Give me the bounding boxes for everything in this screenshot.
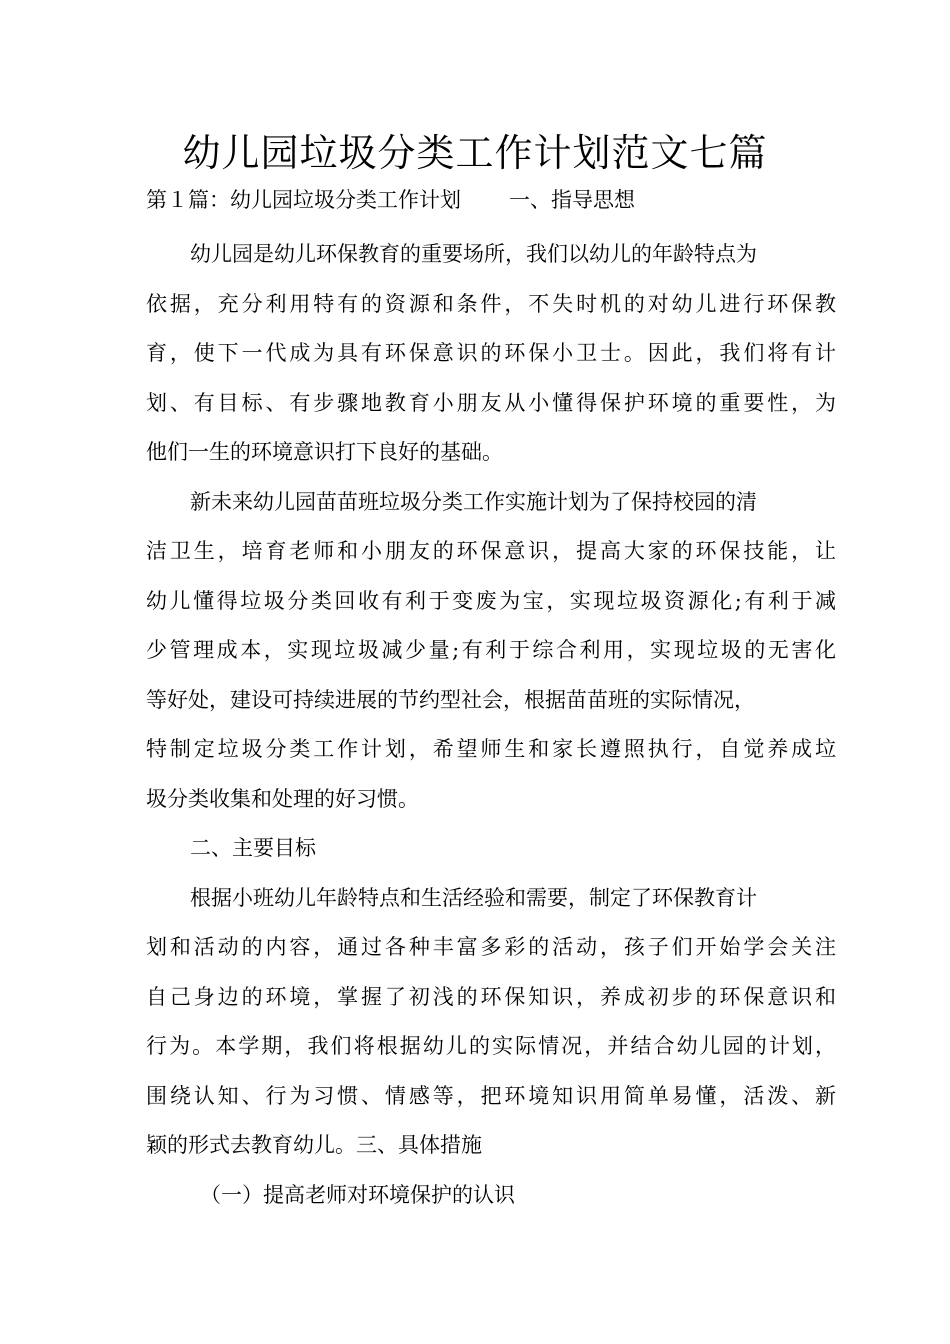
paragraph-line: 行为。本学期，我们将根据幼儿的实际情况，并结合幼儿园的计划， <box>146 1034 836 1058</box>
paragraph-line: 依据，充分利用特有的资源和条件，不失时机的对幼儿进行环保教 <box>146 291 836 316</box>
subsection-heading: （一）提高老师对环境保护的认识 <box>200 1182 515 1207</box>
paragraph-line: 自己身边的环境，掌握了初浅的环保知识，养成初步的环保意识和 <box>146 984 836 1009</box>
paragraph-line: 划、有目标、有步骤地教育小朋友从小懂得保护环境的重要性，为 <box>146 390 836 415</box>
paragraph-line: 幼儿懂得垃圾分类回收有利于变废为宝，实现垃圾资源化;有利于减 <box>146 588 836 613</box>
paragraph-line: 特制定垃圾分类工作计划，希望师生和家长遵照执行，自觉养成垃 <box>146 737 836 761</box>
paragraph-line: 根据小班幼儿年龄特点和生活经验和需要，制定了环保教育计 <box>190 885 757 910</box>
paragraph-line: 他们一生的环境意识打下良好的基础。 <box>146 440 503 464</box>
paragraph-line: 幼儿园是幼儿环保教育的重要场所，我们以幼儿的年龄特点为 <box>190 242 757 266</box>
document-body <box>146 230 836 1220</box>
section-heading-main-goals: 二、主要目标 <box>190 836 316 860</box>
paragraph-line: 新未来幼儿园苗苗班垃圾分类工作实施计划为了保持校园的清 <box>190 489 757 514</box>
paragraph-line: 少管理成本，实现垃圾减少量;有利于综合利用，实现垃圾的无害化 <box>146 638 836 662</box>
paragraph-line: 圾分类收集和处理的好习惯。 <box>146 786 419 811</box>
paragraph-line: 划和活动的内容，通过各种丰富多彩的活动，孩子们开始学会关注 <box>146 935 836 959</box>
paragraph-line: 育，使下一代成为具有环保意识的环保小卫士。因此，我们将有计 <box>146 341 836 365</box>
section-heading-guiding-ideology: 一、指导思想 <box>509 188 635 212</box>
paragraph-line: 颖的形式去教育幼儿。三、具体措施 <box>146 1133 482 1157</box>
paragraph-line: 等好处，建设可持续进展的节约型社会，根据苗苗班的实际情况， <box>146 687 755 712</box>
article-heading: 第１篇：幼儿园垃圾分类工作计划 <box>146 188 461 212</box>
section-subhead <box>146 186 635 214</box>
paragraph-line: 洁卫生，培育老师和小朋友的环保意识，提高大家的环保技能，让 <box>146 539 836 563</box>
document-title: 幼儿园垃圾分类工作计划范文七篇 <box>182 131 768 175</box>
paragraph-line: 围绕认知、行为习惯、情感等，把环境知识用简单易懂，活泼、新 <box>146 1083 836 1108</box>
